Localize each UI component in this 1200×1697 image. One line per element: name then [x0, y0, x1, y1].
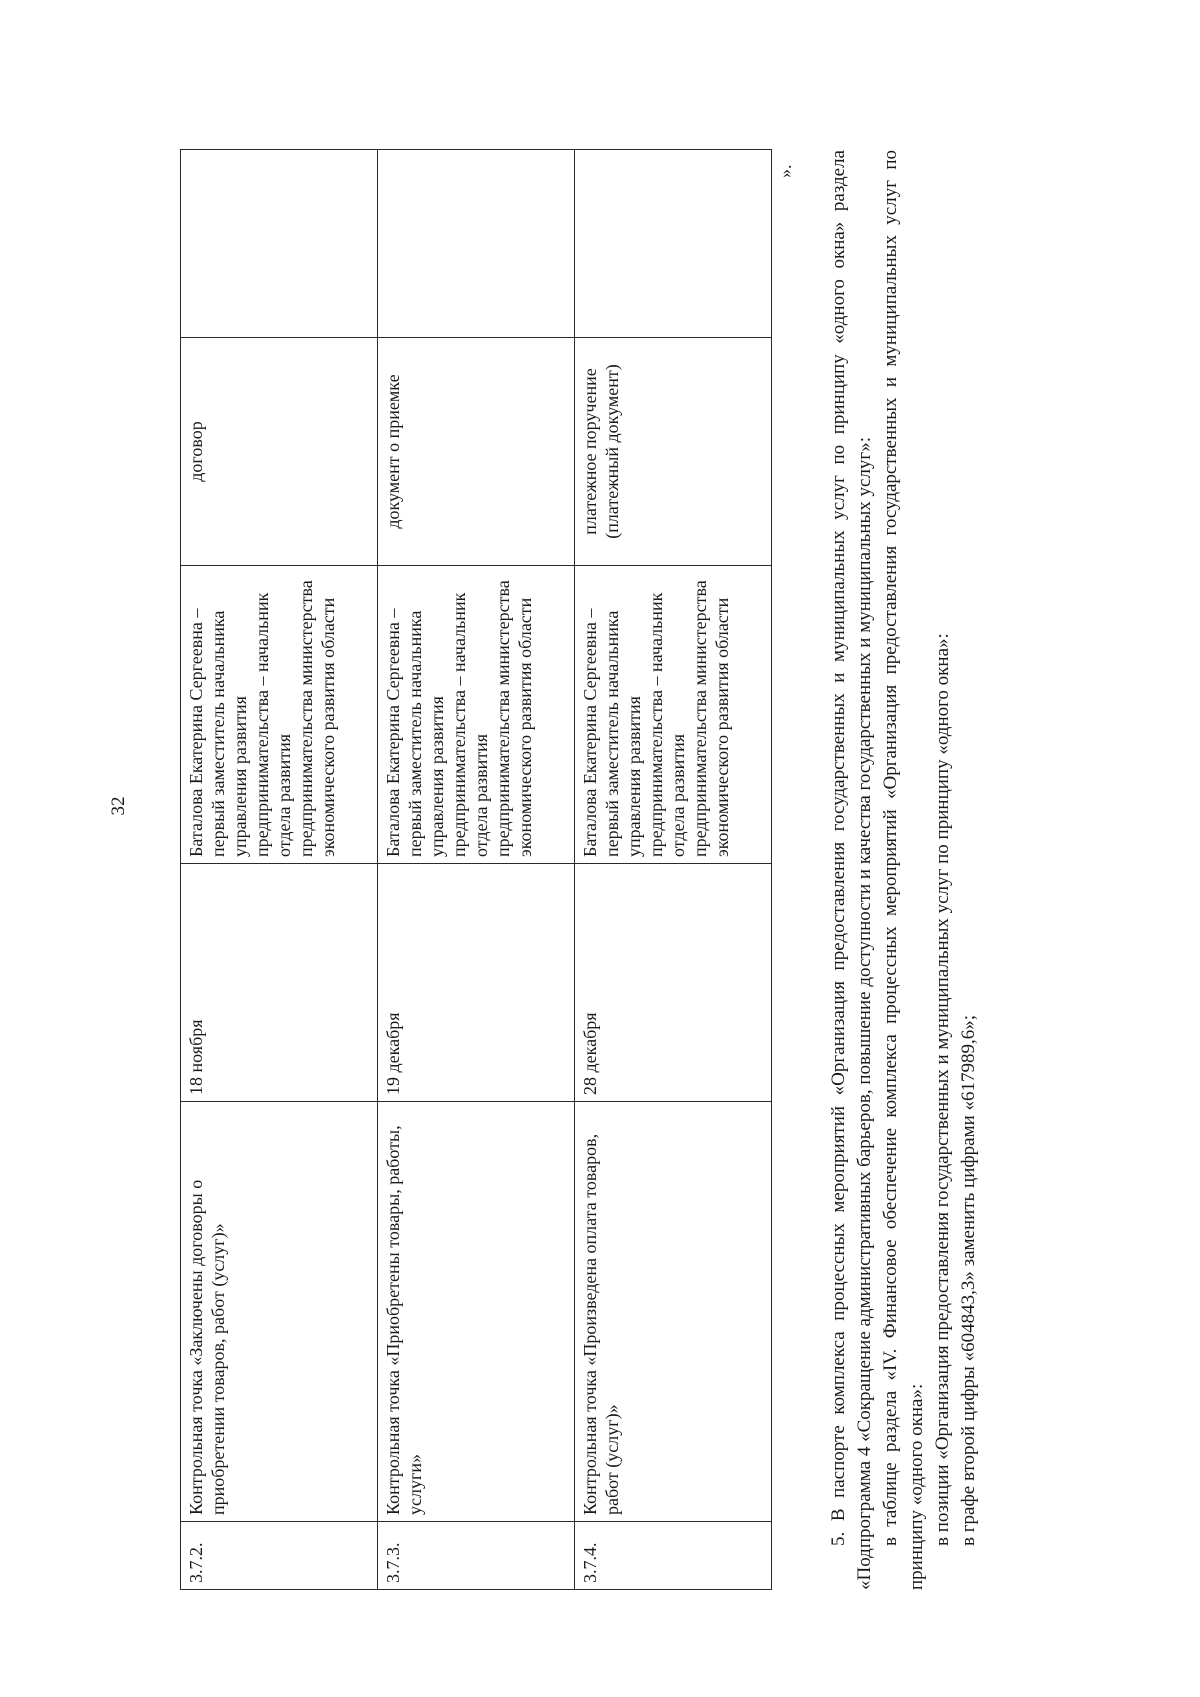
control-point-date: 19 декабря — [378, 864, 575, 1102]
paragraph: в графе второй цифры «604843,3» заменить цифрами «617989,6»; — [958, 1014, 979, 1546]
responsible-person: Баталова Екатерина Сергеевна – первый заместитель начальника управления развития предпринимательства – начальник отдела развития предпринимательства министерства экономического развития области — [181, 566, 378, 864]
paragraph: 5. В паспорте комплекса процессных мероприятий «Организация предоставления государственных и муниципальных услуг по принципу «одного окна» раздела «Подпрограмма 4 «Сокращение административных барьеров, повышение доступности и качества государственных и муниципальных услуг»: — [828, 150, 875, 1590]
table-row — [575, 150, 772, 1590]
result-document: договор — [181, 338, 378, 566]
row-number: 3.7.2. — [181, 1522, 378, 1590]
result-document: документ о приемке — [378, 338, 575, 566]
paragraph: в таблице раздела «IV. Финансовое обеспечение комплекса процессных мероприятий «Организация предоставления государственных и муниципальных услуг по принципу «одного окна»: — [880, 150, 927, 1590]
control-point-title: Контрольная точка «Произведена оплата товаров, работ (услуг)» — [575, 1102, 772, 1522]
table-row — [181, 150, 378, 1590]
page-number: 32 — [108, 796, 129, 816]
control-point-date: 18 ноября — [181, 864, 378, 1102]
extra-cell — [575, 150, 772, 338]
amendment-text — [826, 150, 982, 1590]
result-document: платежное поручение (платежный документ) — [575, 338, 772, 566]
table-row — [378, 150, 575, 1590]
responsible-person: Баталова Екатерина Сергеевна – первый заместитель начальника управления развития предпринимательства – начальник отдела развития предпринимательства министерства экономического развития области — [378, 566, 575, 864]
control-points-table — [180, 149, 772, 1590]
control-point-title: Контрольная точка «Заключены договоры о приобретении товаров, работ (услуг)» — [181, 1102, 378, 1522]
paragraph: в позиции «Организация предоставления государственных и муниципальных услуг по принципу «одного окна»: — [932, 633, 953, 1546]
row-number: 3.7.3. — [378, 1522, 575, 1590]
control-point-title: Контрольная точка «Приобретены товары, работы, услуги» — [378, 1102, 575, 1522]
control-point-date: 28 декабря — [575, 864, 772, 1102]
responsible-person: Баталова Екатерина Сергеевна – первый заместитель начальника управления развития предпринимательства – начальник отдела развития предпринимательства министерства экономического развития области — [575, 566, 772, 864]
closing-quote: ». — [775, 164, 795, 178]
rotated-page-content — [180, 150, 1060, 1590]
extra-cell — [378, 150, 575, 338]
row-number: 3.7.4. — [575, 1522, 772, 1590]
extra-cell — [181, 150, 378, 338]
